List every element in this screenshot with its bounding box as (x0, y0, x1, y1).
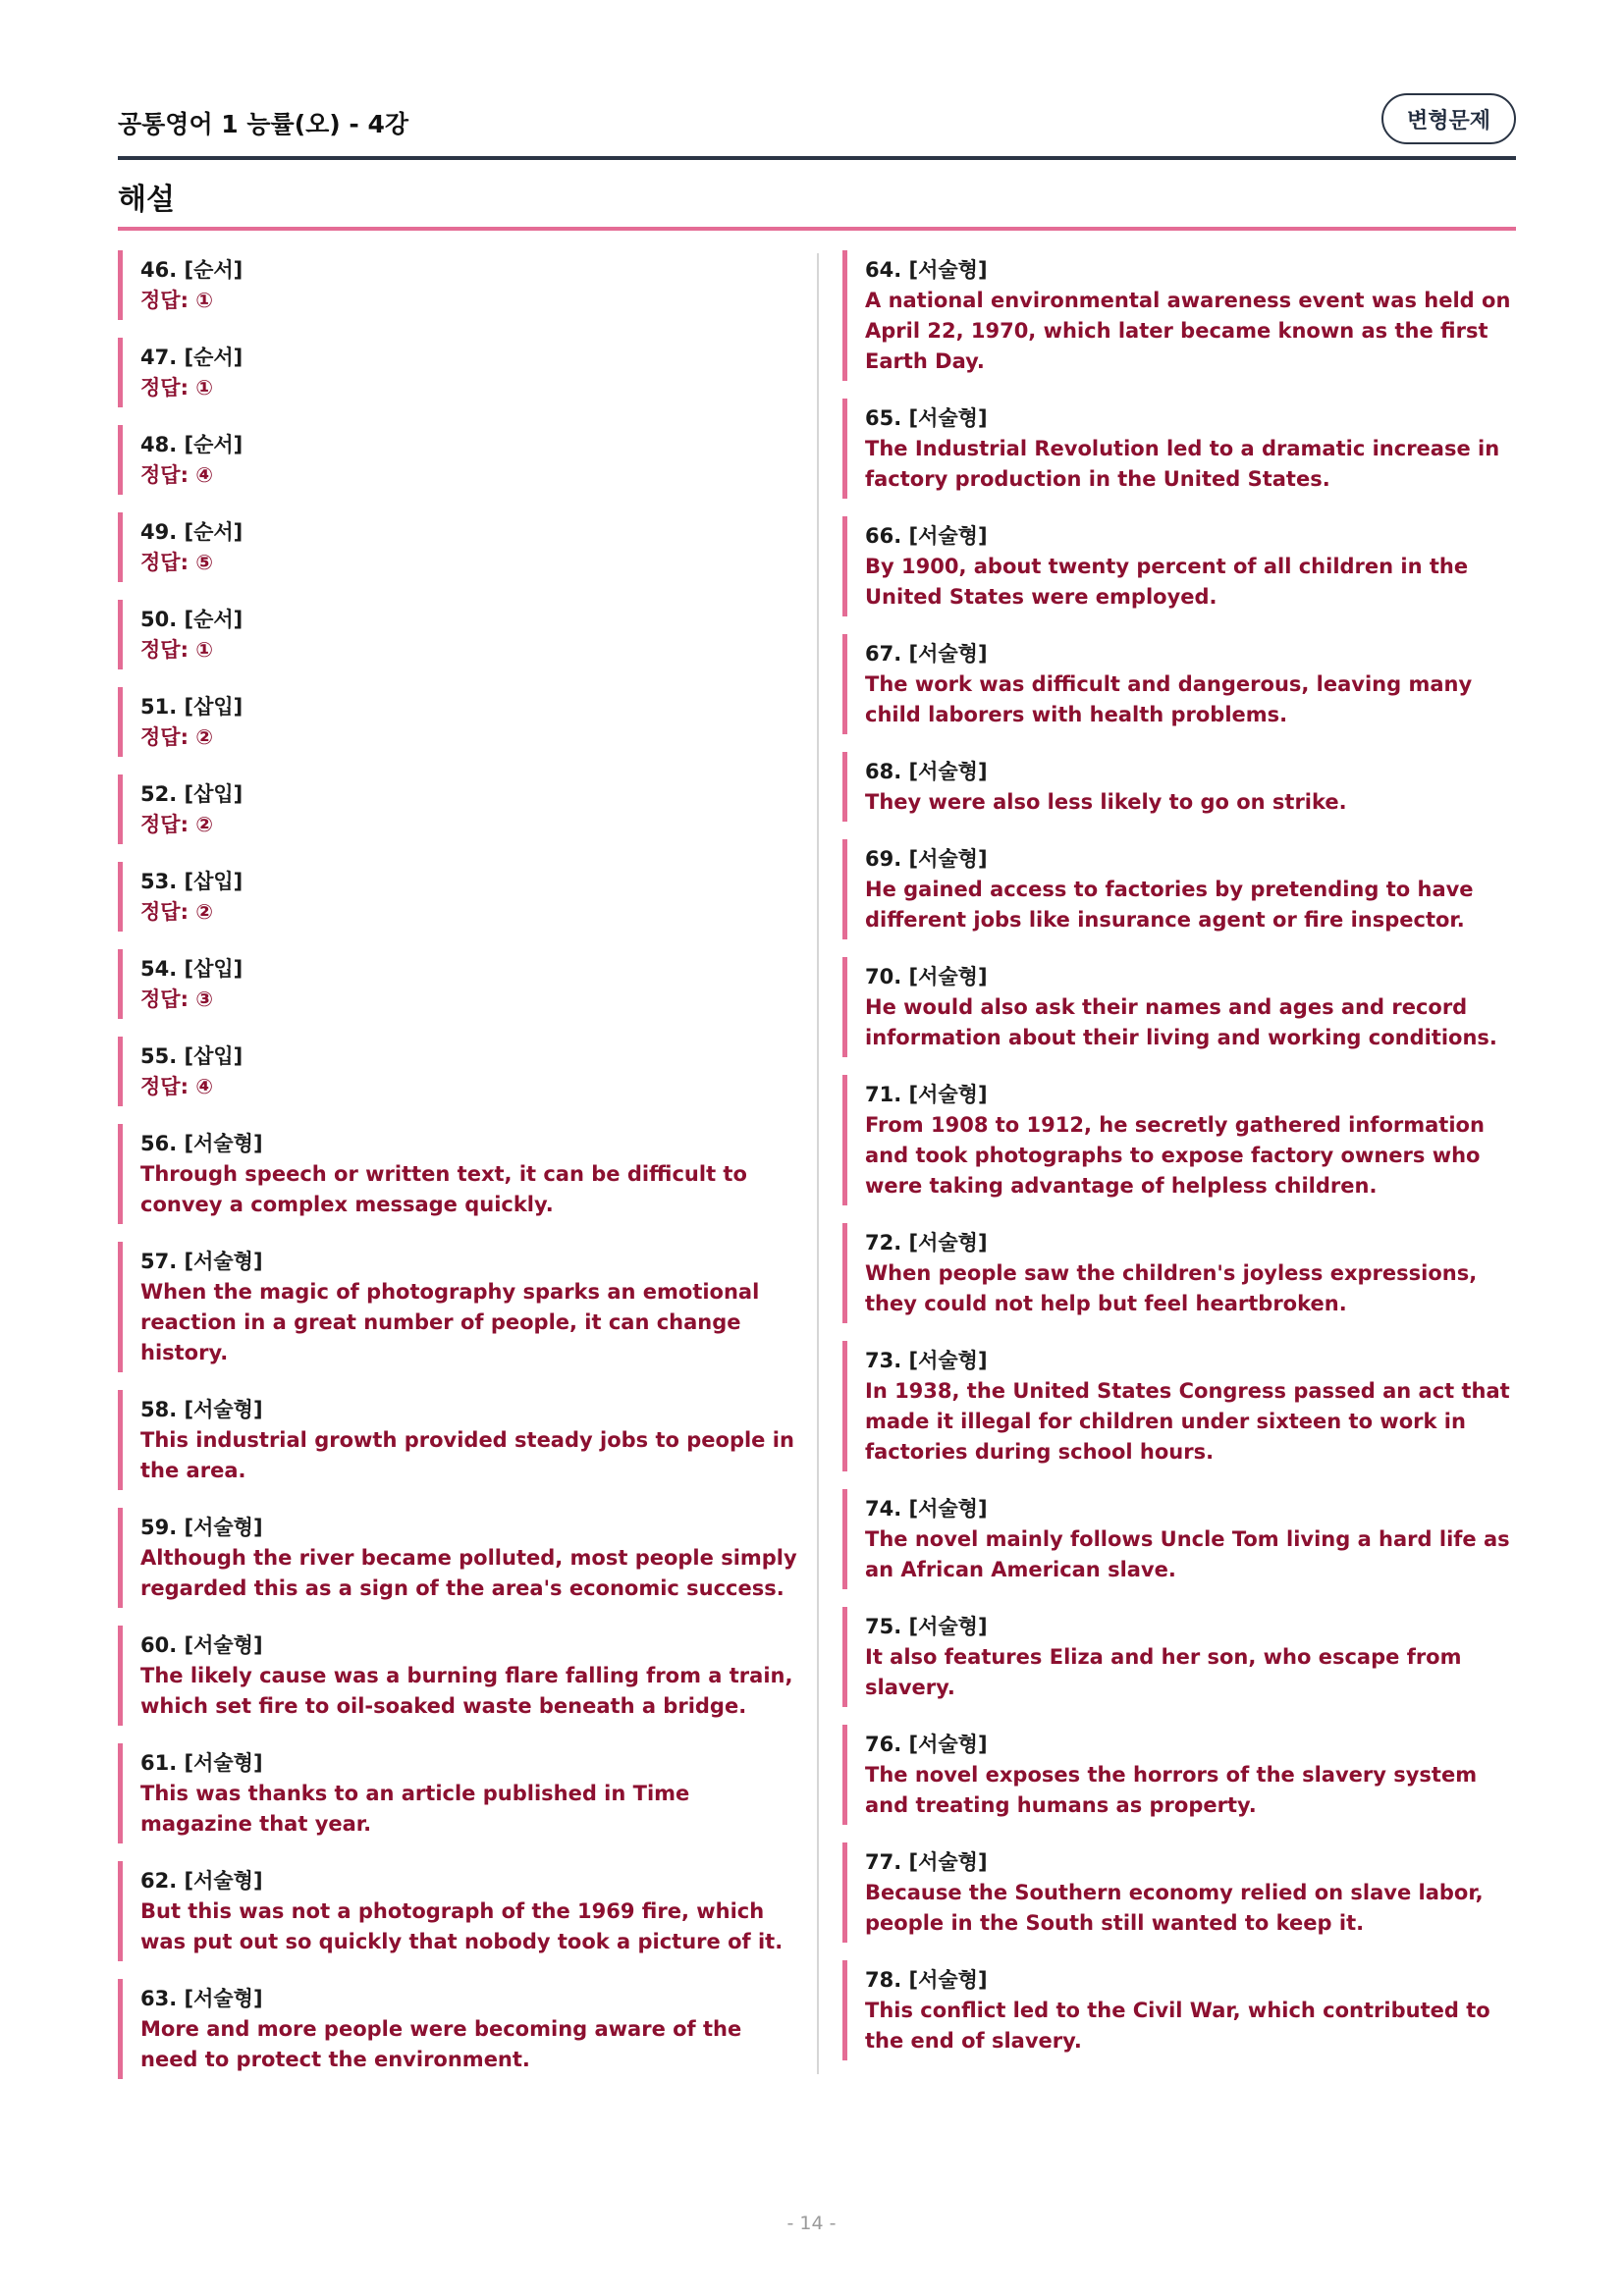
right-column (842, 250, 1520, 2078)
question-number: 51. [삽입] (140, 695, 243, 719)
question-number: 59. [서술형] (140, 1516, 263, 1539)
document-title: 공통영어 1 능률(오) - 4강 (118, 110, 409, 138)
answer-text: This industrial growth provided steady jobs to people in the area. (140, 1428, 794, 1482)
question-number: 71. [서술형] (865, 1083, 988, 1106)
answer-item (842, 1341, 1520, 1471)
answer-item (842, 634, 1520, 734)
question-number: 57. [서술형] (140, 1250, 263, 1273)
answer-item (118, 1743, 805, 1843)
variant-problem-badge: 변형문제 (1381, 93, 1516, 144)
answer-text: By 1900, about twenty percent of all children in the United States were employed. (865, 555, 1469, 609)
question-number: 77. [서술형] (865, 1850, 988, 1874)
answer-item (118, 1124, 805, 1224)
answer-text: 정답: ④ (140, 463, 214, 487)
answer-item (842, 1725, 1520, 1825)
answer-item (118, 1861, 805, 1961)
question-number: 70. [서술형] (865, 965, 988, 988)
question-number: 53. [삽입] (140, 870, 243, 893)
answer-item (842, 839, 1520, 939)
question-number: 46. [순서] (140, 258, 243, 282)
answer-item (118, 1037, 805, 1106)
question-number: 63. [서술형] (140, 1987, 263, 2010)
answer-text: 정답: ④ (140, 1075, 214, 1098)
answer-text: He gained access to factories by pretending to have different jobs like insurance agent or fire inspector. (865, 878, 1474, 932)
answer-text: Although the river became polluted, most people simply regarded this as a sign of the area's economic success. (140, 1546, 797, 1600)
answer-text: From 1908 to 1912, he secretly gathered information and took photographs to expose factory owners who were taking advantage of helpless children. (865, 1113, 1485, 1198)
question-number: 58. [서술형] (140, 1398, 263, 1421)
answer-item (118, 1508, 805, 1608)
answer-text: 정답: ② (140, 725, 214, 749)
answer-item (118, 862, 805, 932)
answer-item (118, 949, 805, 1019)
answer-text: They were also less likely to go on strike. (865, 790, 1347, 814)
answer-text: More and more people were becoming aware of the need to protect the environment. (140, 2017, 742, 2071)
answer-text: 정답: ⑤ (140, 551, 214, 574)
answer-item (118, 1626, 805, 1726)
answer-text: But this was not a photograph of the 1969 fire, which was put out so quickly that nobody took a picture of it. (140, 1899, 784, 1953)
answer-text: A national environmental awareness event was held on April 22, 1970, which later became known as the first Earth Day. (865, 289, 1511, 373)
question-number: 65. [서술형] (865, 406, 988, 430)
answer-item (842, 1075, 1520, 1205)
answer-item (842, 516, 1520, 616)
answer-item (118, 425, 805, 495)
answer-text: 정답: ② (140, 813, 214, 836)
answer-item (842, 1223, 1520, 1323)
answer-text: The work was difficult and dangerous, leaving many child laborers with health problems. (865, 672, 1473, 726)
question-number: 76. [서술형] (865, 1733, 988, 1756)
question-number: 47. [순서] (140, 346, 243, 369)
answer-text: The likely cause was a burning flare falling from a train, which set fire to oil-soaked waste beneath a bridge. (140, 1664, 793, 1718)
answer-item (842, 752, 1520, 822)
answer-item (842, 1607, 1520, 1707)
answer-text: 정답: ① (140, 289, 214, 312)
question-number: 56. [서술형] (140, 1132, 263, 1155)
section-title: 해설 (118, 183, 175, 217)
answer-item (118, 774, 805, 844)
answer-item (118, 1979, 805, 2079)
column-divider (817, 253, 819, 2074)
question-number: 48. [순서] (140, 433, 243, 456)
answer-item (842, 399, 1520, 499)
answer-text: It also features Eliza and her son, who escape from slavery. (865, 1645, 1462, 1699)
answer-item (842, 1960, 1520, 2060)
answer-text: In 1938, the United States Congress passed an act that made it illegal for children under sixteen to work in factories during school hours. (865, 1379, 1510, 1464)
left-column (118, 250, 805, 2097)
question-number: 55. [삽입] (140, 1044, 243, 1068)
section-divider (118, 227, 1516, 231)
question-number: 75. [서술형] (865, 1615, 988, 1638)
question-number: 64. [서술형] (865, 258, 988, 282)
answer-item (118, 338, 805, 407)
question-number: 69. [서술형] (865, 847, 988, 871)
question-number: 49. [순서] (140, 520, 243, 544)
answer-text: 정답: ① (140, 638, 214, 662)
answer-item (842, 250, 1520, 381)
answer-text: When the magic of photography sparks an emotional reaction in a great number of people, it can change history. (140, 1280, 760, 1364)
question-number: 74. [서술형] (865, 1497, 988, 1521)
answer-text: The Industrial Revolution led to a dramatic increase in factory production in the United States. (865, 437, 1500, 491)
question-number: 60. [서술형] (140, 1633, 263, 1657)
answer-text: 정답: ② (140, 900, 214, 924)
header-divider (118, 156, 1516, 160)
question-number: 78. [서술형] (865, 1968, 988, 1992)
answer-item (842, 1842, 1520, 1943)
answer-item (842, 1489, 1520, 1589)
answer-text: The novel mainly follows Uncle Tom living a hard life as an African American slave. (865, 1527, 1510, 1581)
question-number: 73. [서술형] (865, 1349, 988, 1372)
answer-text: When people saw the children's joyless expressions, they could not help but feel heartbroken. (865, 1261, 1478, 1315)
answer-text: This conflict led to the Civil War, which contributed to the end of slavery. (865, 1999, 1490, 2053)
answer-text: 정답: ③ (140, 988, 214, 1011)
answer-item (118, 687, 805, 757)
question-number: 52. [삽입] (140, 782, 243, 806)
question-number: 66. [서술형] (865, 524, 988, 548)
answer-text: This was thanks to an article published in Time magazine that year. (140, 1782, 690, 1836)
answer-text: The novel exposes the horrors of the slavery system and treating humans as property. (865, 1763, 1478, 1817)
answer-text: Through speech or written text, it can be difficult to convey a complex message quickly. (140, 1162, 747, 1216)
answer-item (118, 600, 805, 669)
question-number: 68. [서술형] (865, 760, 988, 783)
answer-text: Because the Southern economy relied on slave labor, people in the South still wanted to keep it. (865, 1881, 1484, 1935)
question-number: 72. [서술형] (865, 1231, 988, 1255)
answer-item (118, 1390, 805, 1490)
question-number: 54. [삽입] (140, 957, 243, 981)
question-number: 61. [서술형] (140, 1751, 263, 1775)
question-number: 62. [서술형] (140, 1869, 263, 1893)
answer-item (842, 957, 1520, 1057)
question-number: 50. [순서] (140, 608, 243, 631)
page-number: - 14 - (786, 2213, 837, 2234)
answer-item (118, 1242, 805, 1372)
question-number: 67. [서술형] (865, 642, 988, 666)
answer-text: He would also ask their names and ages and record information about their living and working conditions. (865, 995, 1497, 1049)
answer-item (118, 250, 805, 320)
answer-item (118, 512, 805, 582)
page-header (118, 93, 1516, 158)
answer-text: 정답: ① (140, 376, 214, 400)
